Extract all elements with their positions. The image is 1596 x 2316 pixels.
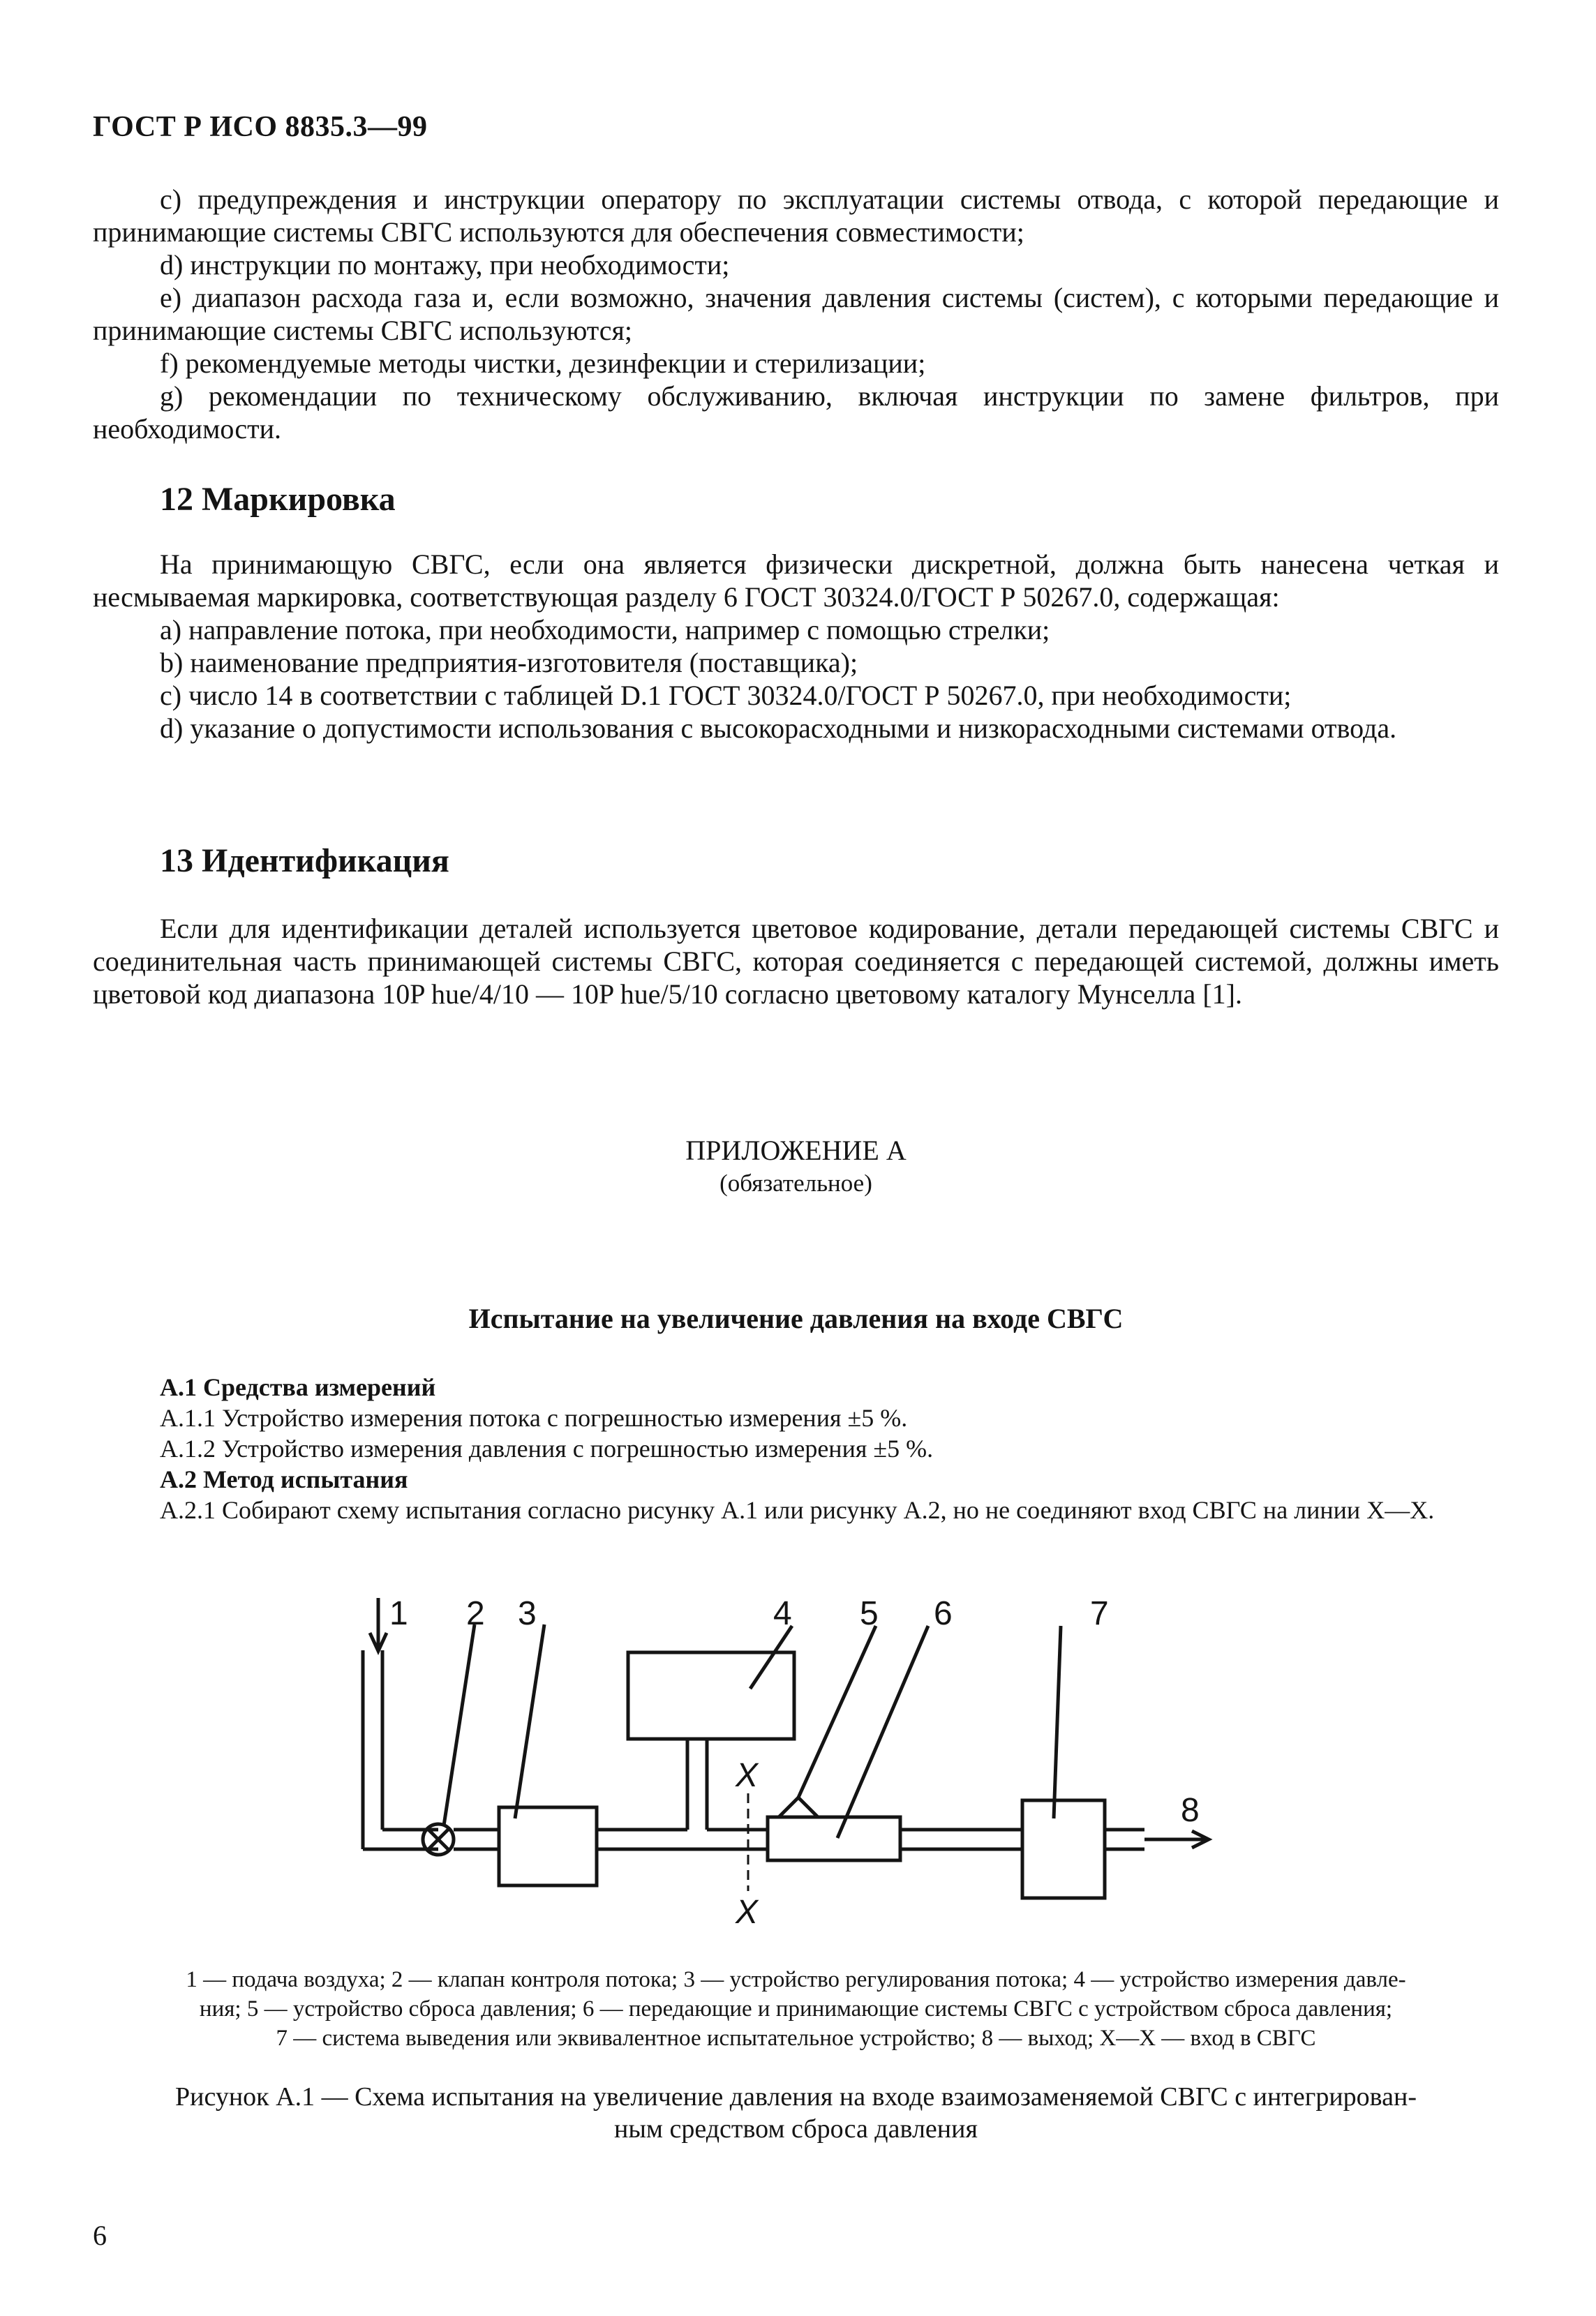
diagram-label-8: 8 — [1181, 1792, 1200, 1829]
section-12-body — [93, 548, 1499, 745]
test-schematic-diagram — [335, 1584, 1242, 1947]
list-item-e: e) диапазон расхода газа и, если возможно, значения давления системы (систем), с которыми передающие и принимающие системы СВГС используются; — [93, 282, 1499, 346]
section-13-title: 13 Идентификация — [160, 842, 449, 879]
list-item-c: c) предупреждения и инструкции оператору по эксплуатации системы отвода, с которой передающие и принимающие системы СВГС используются для обеспечения совместимости; — [93, 184, 1499, 248]
a21-text: А.2.1 Собирают схему испытания согласно рисунку А.1 или рисунку А.2, но не соединяют вход СВГС на линии X—X. — [160, 1496, 1435, 1524]
a2-heading: А.2 Метод испытания — [160, 1465, 408, 1493]
diagram-label-1: 1 — [389, 1595, 408, 1632]
evacuation-system-box — [1022, 1800, 1105, 1898]
relief-valve-triangle — [779, 1798, 818, 1817]
marking-item-a: a) направление потока, при необходимости, например с помощью стрелки; — [160, 614, 1050, 645]
section-12-intro: На принимающую СВГС, если она является физически дискретной, должна быть нанесена четкая и несмываемая маркировка, соответствующая разделу 6 ГОСТ 30324.0/ГОСТ Р 50267.0, содержащая: — [93, 548, 1499, 613]
flow-regulator-box — [499, 1807, 597, 1885]
diagram-label-x-top: X — [736, 1757, 759, 1794]
section-13-text: Если для идентификации деталей используется цветовое кодирование, детали передающей системы СВГС и соединительная часть принимающей системы СВГС, которая соединяется с передающей системой, должны иметь цветовой код диапазона 10P hue/4/10 — 10P hue/5/10 согласно цветовому каталогу Мунселла [1]. — [93, 913, 1499, 1010]
figure-caption — [93, 2081, 1499, 2145]
list-item-g: g) рекомендации по техническому обслуживанию, включая инструкции по замене фильтров, при необходимости. — [93, 380, 1499, 444]
diagram-label-2: 2 — [466, 1595, 485, 1632]
svgs-system-box — [768, 1817, 900, 1860]
test-title: Испытание на увеличение давления на входе СВГС — [468, 1303, 1124, 1334]
figure-caption-line-1: Рисунок А.1 — Схема испытания на увеличение давления на входе взаимозаменяемой СВГС с интегрирован- — [175, 2082, 1417, 2112]
figure-legend — [93, 1965, 1499, 2053]
list-item-d: d) инструкции по монтажу, при необходимости; — [160, 249, 730, 281]
diagram-label-7: 7 — [1090, 1595, 1109, 1632]
section-12-title: 12 Маркировка — [160, 481, 396, 518]
a12-text: А.1.2 Устройство измерения давления с погрешностью измерения ±5 %. — [160, 1435, 934, 1463]
appendix-subtitle: (обязательное) — [719, 1170, 872, 1197]
marking-item-c: c) число 14 в соответствии с таблицей D.1 ГОСТ 30324.0/ГОСТ Р 50267.0, при необходимости; — [160, 680, 1292, 711]
figure-caption-line-2: ным средством сброса давления — [614, 2114, 978, 2144]
diagram-label-x-bottom: X — [736, 1894, 759, 1931]
a11-text: А.1.1 Устройство измерения потока с погрешностью измерения ±5 %. — [160, 1404, 908, 1432]
diagram-label-3: 3 — [518, 1595, 537, 1632]
document-code-header: ГОСТ Р ИСО 8835.3—99 — [93, 111, 428, 143]
diagram-label-6: 6 — [934, 1595, 953, 1632]
diagram-label-5: 5 — [860, 1595, 879, 1632]
marking-item-d: d) указание о допустимости использования с высокорасходными и низкорасходными системами отвода. — [160, 712, 1397, 744]
marking-item-b: b) наименование предприятия-изготовителя (поставщика); — [160, 647, 858, 678]
pressure-meter-box — [628, 1652, 794, 1739]
legend-line-1: 1 — подача воздуха; 2 — клапан контроля потока; 3 — устройство регулирования потока; 4 — устройство измерения давле- — [186, 1967, 1406, 1992]
section-13-body — [93, 912, 1499, 1010]
legend-line-3: 7 — система выведения или эквивалентное испытательное устройство; 8 — выход; X—X — вход в СВГС — [276, 2026, 1316, 2051]
diagram-label-4: 4 — [773, 1595, 792, 1632]
legend-line-2: ния; 5 — устройство сброса давления; 6 — передающие и принимающие системы СВГС с устройством сброса давления; — [199, 1996, 1393, 2022]
a1-heading: А.1 Средства измерений — [160, 1373, 436, 1401]
list-item-f: f) рекомендуемые методы чистки, дезинфекции и стерилизации; — [160, 348, 926, 379]
appendix-title: ПРИЛОЖЕНИЕ А — [685, 1135, 907, 1166]
appendix-body — [93, 1372, 1499, 1525]
requirements-list-continued — [93, 183, 1499, 445]
page-number: 6 — [93, 2220, 107, 2251]
